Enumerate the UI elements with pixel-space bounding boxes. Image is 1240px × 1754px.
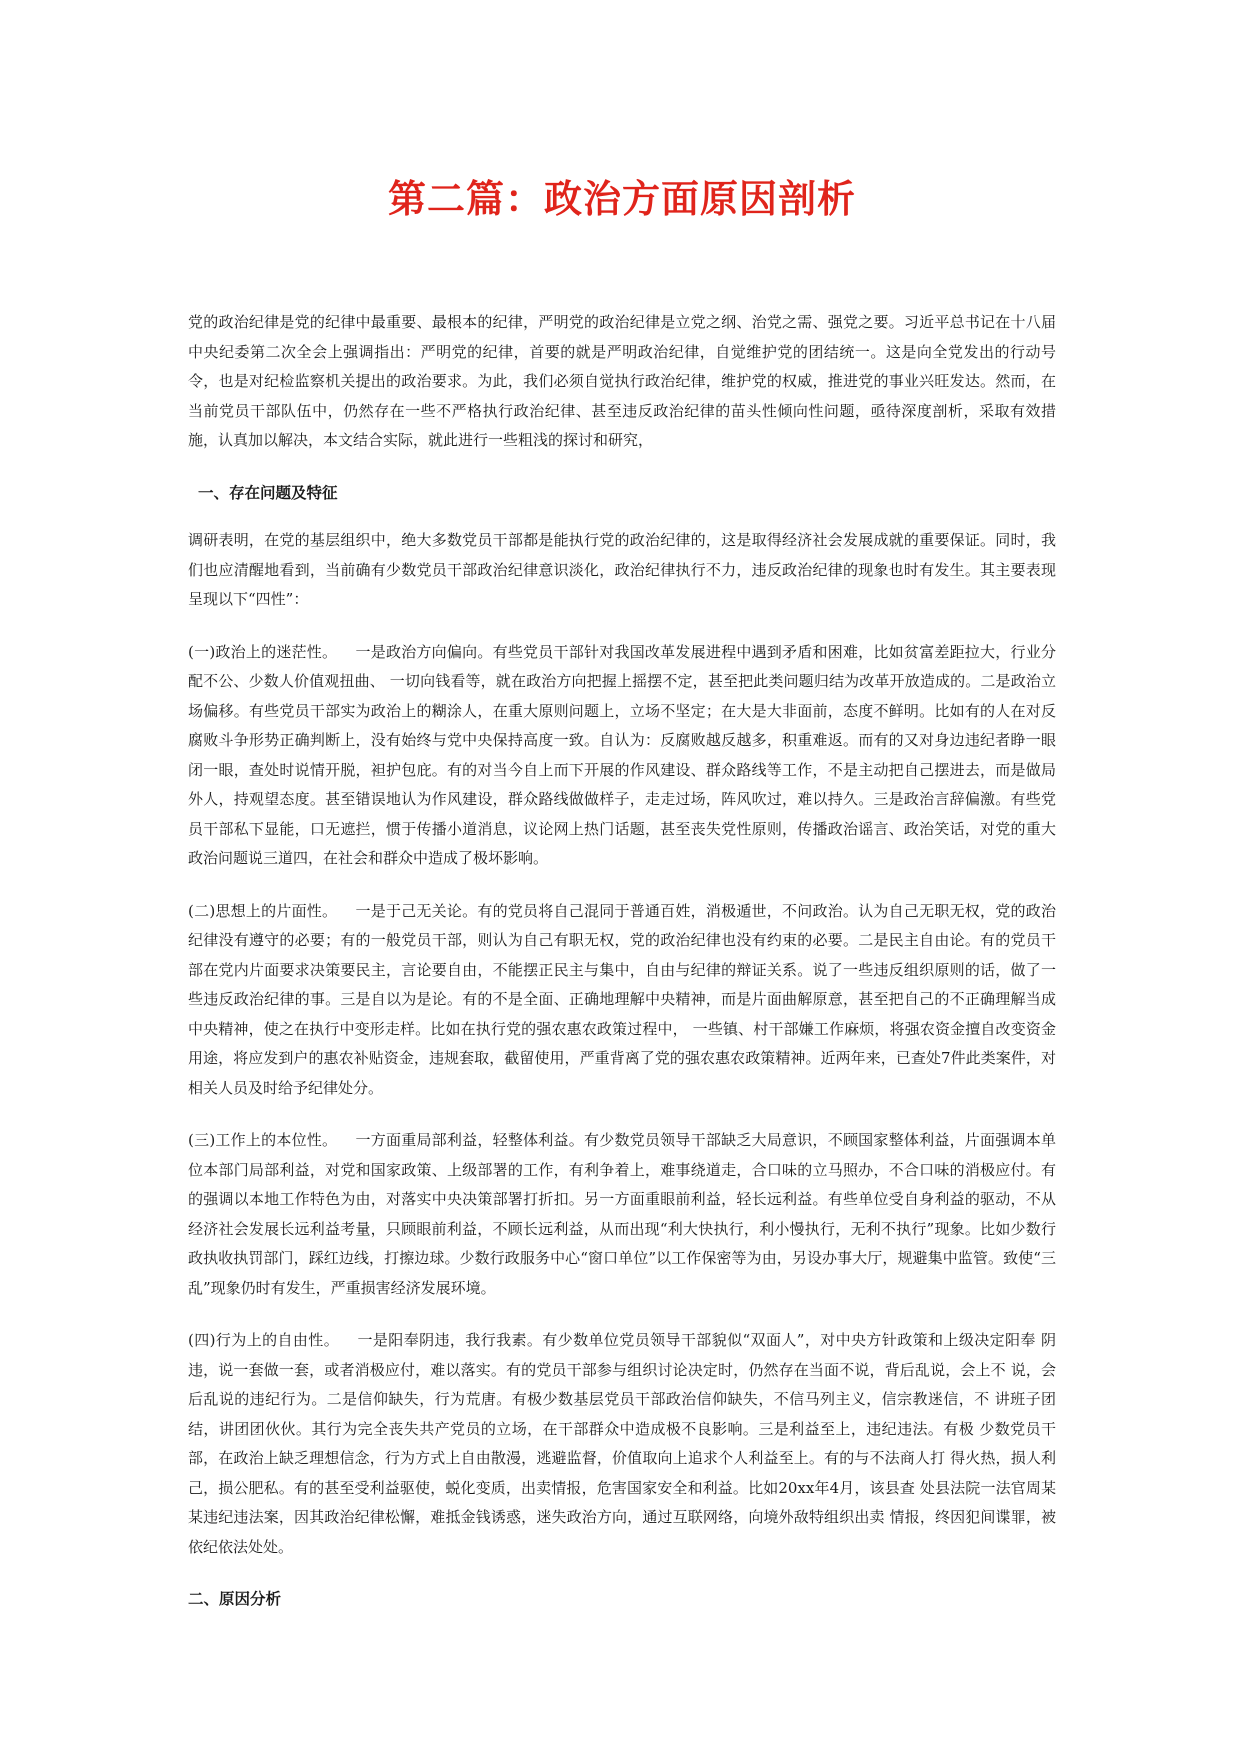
- issue-text: 一是于己无关论。有的党员将自己混同于普通百姓，消极遁世，不问政治。认为自己无职无权，党的政治纪律没有遵守的必要；有的一般党员干部，则认为自己有职无权，党的政治纪律也没有约束的必要。二是民主自由论。有的党员干部在党内片面要求决策要民主，言论要自由，不能摆正民主与集中，自由与纪律的辩证关系。说了一些违反组织原则的话，做了一些违反政治纪律的事。三是自以为是论。有的不是全面、正确地理解中央精神，而是片面曲解原意，甚至把自己的不正确理解当成中央精神，使之在执行中变形走样。比如在执行党的强农惠农政策过程中， 一些镇、村干部嫌工作麻烦，将强农资金擅自改变资金用途，将应发到户的惠农补贴资金，违规套取，截留使用，严重背离了党的强农惠农政策精神。近两年来，已查处7件此类案件，对相关人员及时给予纪律处分。: [188, 901, 1056, 1097]
- section-heading-issues: 一、存在问题及特征: [198, 483, 338, 502]
- issue-paragraph-3: [188, 1126, 1056, 1303]
- document-page: [188, 168, 1056, 1633]
- issue-label: (四)行为上的自由性。: [188, 1331, 340, 1349]
- issue-text: 一是政治方向偏向。有些党员干部针对我国改革发展进程中遇到矛盾和困难，比如贫富差距拉大，行业分配不公、少数人价值观扭曲、 一切向钱看等，就在政治方向把握上摇摆不定，甚至把此类问题归结为改革开放造成的。二是政治立场偏移。有些党员干部实为政治上的糊涂人，在重大原则问题上，立场不坚定；在大是大非面前，态度不鲜明。比如有的人在对反腐败斗争形势正确判断上，没有始终与党中央保持高度一致。自认为：反腐败越反越多，积重难返。而有的又对身边违纪者睁一眼闭一眼，查处时说情开脱，袒护包庇。有的对当今自上而下开展的作风建设、群众路线等工作，不是主动把自己摆进去，而是做局外人，持观望态度。甚至错误地认为作风建设，群众路线做做样子，走走过场，阵风吹过，难以持久。三是政治言辞偏激。有些党员干部私下显能，口无遮拦，惯于传播小道消息，议论网上热门话题，甚至丧失党性原则，传播政治谣言、政治笑话，对党的重大政治问题说三道四，在社会和群众中造成了极坏影响。: [188, 642, 1056, 867]
- intro-paragraph: 党的政治纪律是党的纪律中最重要、最根本的纪律，严明党的政治纪律是立党之纲、治党之需、强党之要。习近平总书记在十八届中央纪委第二次全会上强调指出：严明党的纪律，首要的就是严明政治纪律，自觉维护党的团结统一。这是向全党发出的行动号令，也是对纪检监察机关提出的政治要求。为此，我们必须自觉执行政治纪律，维护党的权威，推进党的事业兴旺发达。然而，在当前党员干部队伍中，仍然存在一些不严格执行政治纪律、甚至违反政治纪律的苗头性倾向性问题，亟待深度剖析，采取有效措施，认真加以解决，本文结合实际，就此进行一些粗浅的探讨和研究，: [188, 313, 1056, 449]
- issue-label: (三)工作上的本位性。: [188, 1131, 338, 1149]
- issue-label: (二)思想上的片面性。: [188, 901, 338, 920]
- issue-label: (一)政治上的迷茫性。: [188, 642, 338, 661]
- issue-paragraph-2: [188, 897, 1056, 1104]
- issue-paragraph-1: [188, 638, 1056, 874]
- issue-paragraph-4: [188, 1326, 1056, 1562]
- section-lead-paragraph: 调研表明，在党的基层组织中，绝大多数党员干部都是能执行党的政治纪律的，这是取得经济社会发展成就的重要保证。同时，我们也应清醒地看到，当前确有少数党员干部政治纪律意识淡化，政治纪律执行不力，违反政治纪律的现象也时有发生。其主要表现呈现以下“四性”：: [188, 531, 1056, 608]
- section-heading-causes: 二、原因分析: [188, 1590, 282, 1608]
- page-title: 第二篇：政治方面原因剖析: [387, 177, 856, 221]
- issue-text: 一方面重局部利益，轻整体利益。有少数党员领导干部缺乏大局意识，不顾国家整体利益，片面强调本单位本部门局部利益，对党和国家政策、上级部署的工作，有利争着上，难事绕道走，合口味的立马照办，不合口味的消极应付。有的强调以本地工作特色为由，对落实中央决策部署打折扣。另一方面重眼前利益，轻长远利益。有些单位受自身利益的驱动，不从经济社会发展长远利益考量，只顾眼前利益，不顾长远利益，从而出现“利大快执行，利小慢执行，无利不执行”现象。比如少数行政执收执罚部门，踩红边线，打擦边球。少数行政服务中心“窗口单位”以工作保密等为由，另设办事大厅，规避集中监管。致使“三乱”现象仍时有发生，严重损害经济发展环境。: [188, 1131, 1056, 1297]
- issue-text: 一是阳奉阴违，我行我素。有少数单位党员领导干部貌似“双面人”，对中央方针政策和上级决定阳奉 阴违，说一套做一套，或者消极应付，难以落实。有的党员干部参与组织讨论决定时，仍然存在当面不说，背后乱说，会上不 说，会后乱说的违纪行为。二是信仰缺失，行为荒唐。有极少数基层党员干部政治信仰缺失，不信马列主义，信宗教迷信，不 讲班子团结，讲团团伙伙。其行为完全丧失共产党员的立场，在干部群众中造成极不良影响。三是利益至上，违纪违法。有极 少数党员干部，在政治上缺乏理想信念，行为方式上自由散漫，逃避监督，价值取向上追求个人利益至上。有的与不法商人打 得火热，损人利己，损公肥私。有的甚至受利益驱使，蜕化变质，出卖情报，危害国家安全和利益。比如20xx年4月，该县查 处县法院一法官周某某违纪违法案，因其政治纪律松懈，难抵金钱诱惑，迷失政治方向，通过互联网络，向境外敌特组织出卖 情报，终因犯间谍罪，被依纪依法处处。: [188, 1331, 1056, 1556]
